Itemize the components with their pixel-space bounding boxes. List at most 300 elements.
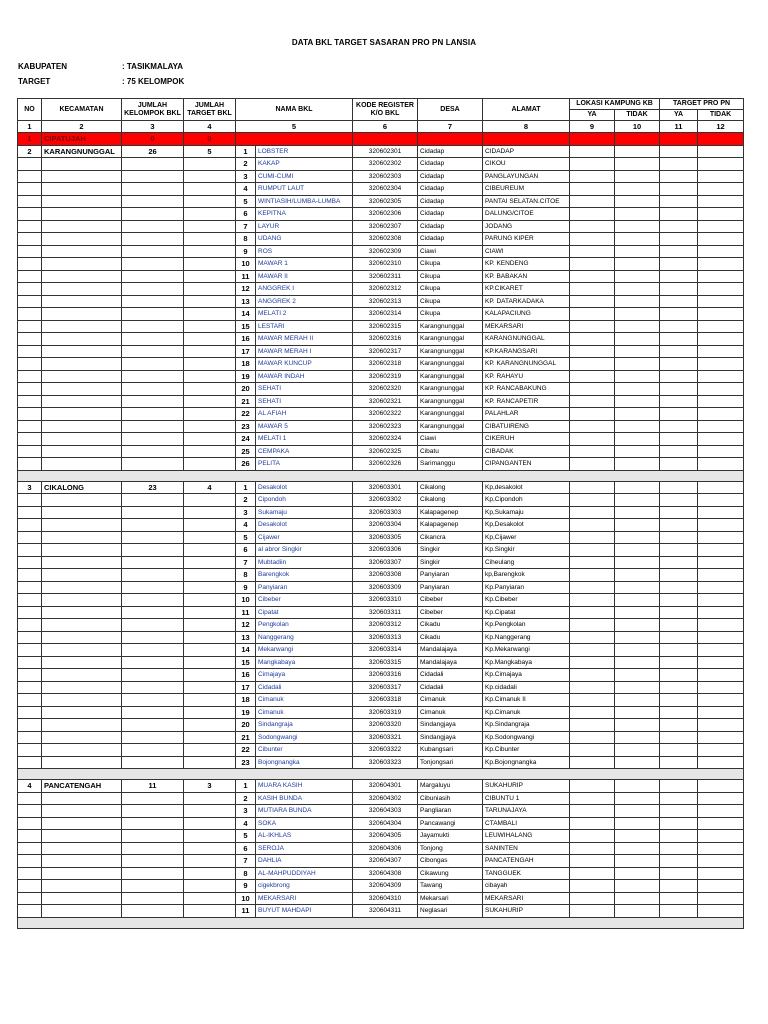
alamat: Kp,Sukamaju [483,506,570,519]
table-row [18,245,744,258]
jumlah-target: 0 [184,133,236,146]
bkl-index: 16 [236,333,256,346]
empty-cell [570,569,615,582]
alamat: PANCATENGAH [483,855,570,868]
empty-cell [698,631,744,644]
empty-cell [570,656,615,669]
desa: Karangnunggal [418,370,483,383]
bkl-index: 3 [236,805,256,818]
alamat: Kp.Cipatat [483,606,570,619]
empty-cell [660,295,698,308]
desa: Panyiaran [418,569,483,582]
bkl-index: 2 [236,494,256,507]
empty-cell [42,681,122,694]
alamat: CIKERUH [483,433,570,446]
kode-register: 320603303 [353,506,418,519]
empty-cell [18,719,42,732]
empty-cell [184,706,236,719]
empty-cell [570,245,615,258]
alamat: Kp.Singkir [483,544,570,557]
empty-cell [42,905,122,918]
empty-cell [42,756,122,769]
empty-cell [18,631,42,644]
empty-cell [184,792,236,805]
empty-cell [660,245,698,258]
table-row [18,308,744,321]
alamat: TARUNAJAYA [483,805,570,818]
empty-cell [18,470,744,481]
empty-cell [570,220,615,233]
bkl-index: 5 [236,531,256,544]
empty-cell [42,433,122,446]
desa: Cikupa [418,308,483,321]
empty-cell [570,581,615,594]
empty-cell [660,706,698,719]
empty-cell [184,892,236,905]
desa: Margaluyu [418,780,483,793]
alamat: Kp,desakolot [483,481,570,494]
bkl-name: Sodongwangi [256,731,353,744]
empty-cell [18,544,42,557]
bkl-name: MUARA KASIH [256,780,353,793]
kecamatan-name: CIKALONG [42,481,122,494]
empty-cell [18,170,42,183]
empty-cell [615,892,660,905]
table-row [18,556,744,569]
bkl-name: AL-MAHPUDDIYAH [256,867,353,880]
table-row [18,644,744,657]
bkl-index: 10 [236,258,256,271]
empty-cell [615,195,660,208]
empty-cell [570,145,615,158]
empty-cell [698,395,744,408]
empty-cell [122,681,184,694]
table-row [18,358,744,371]
empty-cell [698,145,744,158]
empty-cell [122,569,184,582]
bkl-index: 20 [236,383,256,396]
empty-cell [615,594,660,607]
kecamatan-no: 2 [18,145,42,158]
header-target-pro: TARGET PRO PN [660,99,744,110]
empty-cell [698,892,744,905]
empty-cell [122,320,184,333]
bkl-name: MELATI 2 [256,308,353,321]
empty-cell [184,681,236,694]
empty-cell [570,283,615,296]
empty-cell [570,133,615,146]
empty-cell [615,556,660,569]
bkl-name: ANGGREK I [256,283,353,296]
empty-cell [42,544,122,557]
empty-cell [18,830,42,843]
empty-cell [615,170,660,183]
header-target-ya: YA [660,110,698,121]
empty-cell [615,458,660,471]
table-row [18,719,744,732]
empty-cell [660,780,698,793]
empty-cell [698,694,744,707]
kabupaten-label: KABUPATEN [18,62,68,71]
kode-register: 320603310 [353,594,418,607]
empty-cell [660,170,698,183]
empty-cell [42,494,122,507]
empty-cell [18,855,42,868]
empty-cell [42,245,122,258]
bkl-name: CEMPAKA [256,445,353,458]
empty-cell [418,133,483,146]
empty-cell [42,855,122,868]
empty-cell [615,694,660,707]
bkl-name: Cipatat [256,606,353,619]
table-row [18,830,744,843]
header-nama-bkl: NAMA BKL [236,99,353,121]
table-row [18,744,744,757]
empty-cell [18,183,42,196]
empty-cell [660,817,698,830]
table-row [18,458,744,471]
empty-cell [660,606,698,619]
empty-cell [660,556,698,569]
bkl-name: SEHATI [256,383,353,396]
empty-cell [615,320,660,333]
header-kecamatan: KECAMATAN [42,99,122,121]
bkl-index: 11 [236,270,256,283]
empty-cell [42,594,122,607]
alamat: KP. RAHAYU [483,370,570,383]
empty-cell [122,792,184,805]
empty-cell [698,719,744,732]
kode-register: 320602312 [353,283,418,296]
empty-cell [660,631,698,644]
table-row [18,594,744,607]
table-row [18,905,744,918]
empty-cell [698,295,744,308]
empty-cell [660,792,698,805]
bkl-index: 21 [236,395,256,408]
empty-cell [570,458,615,471]
empty-cell [615,519,660,532]
meta-kabupaten [18,62,183,71]
empty-cell [660,258,698,271]
empty-cell [184,170,236,183]
empty-cell [122,867,184,880]
empty-cell [698,644,744,657]
col-number: 3 [122,121,184,133]
bkl-index: 10 [236,892,256,905]
jumlah-target: 4 [184,481,236,494]
empty-cell [122,408,184,421]
empty-cell [660,905,698,918]
empty-cell [184,433,236,446]
empty-cell [184,669,236,682]
alamat: CIBUNTU 1 [483,792,570,805]
desa: Cidadali [418,669,483,682]
empty-cell [18,283,42,296]
bkl-name: MAWAR MERAH II [256,333,353,346]
alamat: JODANG [483,220,570,233]
empty-cell [570,830,615,843]
empty-cell [18,581,42,594]
alamat: CIKOU [483,158,570,171]
alamat: SUKAHURIP [483,780,570,793]
empty-cell [660,830,698,843]
empty-cell [698,158,744,171]
empty-cell [570,669,615,682]
empty-cell [615,308,660,321]
jumlah-target: 5 [184,145,236,158]
kode-register: 320604310 [353,892,418,905]
bkl-index: 22 [236,744,256,757]
table-row [18,792,744,805]
bkl-name: MELATI 1 [256,433,353,446]
bkl-index: 13 [236,295,256,308]
empty-cell [570,842,615,855]
empty-cell [660,731,698,744]
table-row [18,145,744,158]
alamat: MEKARSARI [483,892,570,905]
kecamatan-no: 3 [18,481,42,494]
empty-cell [698,830,744,843]
jumlah-kelompok: 0 [122,133,184,146]
empty-cell [122,283,184,296]
empty-cell [184,619,236,632]
empty-cell [42,383,122,396]
empty-cell [615,395,660,408]
alamat: cibayah [483,880,570,893]
desa: Cikalong [418,481,483,494]
table-row [18,817,744,830]
empty-cell [184,445,236,458]
bkl-index: 1 [236,145,256,158]
alamat: Kp.Pengkolan [483,619,570,632]
bkl-name: PELITA [256,458,353,471]
empty-cell [18,569,42,582]
kode-register: 320603301 [353,481,418,494]
empty-cell [660,644,698,657]
desa: Jayamukti [418,830,483,843]
empty-cell [615,208,660,221]
desa: Sindangjaya [418,731,483,744]
kode-register: 320603311 [353,606,418,619]
empty-cell [18,395,42,408]
empty-cell [122,531,184,544]
empty-cell [698,333,744,346]
empty-cell [698,195,744,208]
alamat: KP. RANCAPETIR [483,395,570,408]
kode-register: 320602322 [353,408,418,421]
bkl-name: Bojongnangka [256,756,353,769]
empty-cell [184,345,236,358]
empty-cell [42,420,122,433]
empty-cell [122,594,184,607]
empty-cell [570,780,615,793]
bkl-name: LAYUR [256,220,353,233]
empty-cell [122,744,184,757]
empty-cell [615,830,660,843]
bkl-name: MEKARSARI [256,892,353,905]
empty-cell [698,270,744,283]
desa: Karangnunggal [418,408,483,421]
empty-cell [18,744,42,757]
empty-cell [615,283,660,296]
empty-cell [18,494,42,507]
bkl-index: 17 [236,345,256,358]
empty-cell [698,855,744,868]
empty-cell [698,233,744,246]
bkl-index: 4 [236,519,256,532]
kode-register: 320603318 [353,694,418,707]
empty-cell [615,158,660,171]
empty-cell [615,731,660,744]
empty-cell [42,408,122,421]
empty-cell [698,756,744,769]
column-number-row [18,121,744,133]
empty-cell [122,395,184,408]
desa: Cimanuk [418,694,483,707]
kode-register: 320602302 [353,158,418,171]
empty-cell [615,133,660,146]
alamat: Kp.Sindangraja [483,719,570,732]
desa: Cibongas [418,855,483,868]
empty-cell [660,270,698,283]
empty-cell [698,208,744,221]
bkl-index: 16 [236,669,256,682]
kode-register: 320602316 [353,333,418,346]
alamat: KALAPACIUNG [483,308,570,321]
bkl-name: Mubtadiin [256,556,353,569]
alamat: Kp.Cimajaya [483,669,570,682]
empty-cell [122,295,184,308]
empty-cell [660,445,698,458]
empty-cell [615,544,660,557]
desa: Cikadu [418,631,483,644]
empty-cell [660,333,698,346]
bkl-index: 6 [236,544,256,557]
header-lokasi-tidak: TIDAK [615,110,660,121]
empty-cell [18,842,42,855]
table-row [18,706,744,719]
empty-cell [42,719,122,732]
alamat: CIPANGANTEN [483,458,570,471]
empty-cell [236,133,353,146]
empty-cell [660,183,698,196]
empty-cell [18,656,42,669]
empty-cell [18,519,42,532]
empty-cell [570,681,615,694]
empty-cell [615,445,660,458]
empty-cell [615,506,660,519]
kode-register: 320602319 [353,370,418,383]
empty-cell [660,892,698,905]
empty-cell [615,719,660,732]
empty-cell [18,220,42,233]
empty-cell [122,245,184,258]
empty-cell [122,731,184,744]
empty-cell [615,706,660,719]
desa: Cikupa [418,283,483,296]
kode-register: 320603321 [353,731,418,744]
kode-register: 320602321 [353,395,418,408]
bkl-name: KAKAP [256,158,353,171]
empty-cell [122,892,184,905]
table-row [18,283,744,296]
bkl-index: 7 [236,855,256,868]
table-row [18,158,744,171]
empty-cell [660,283,698,296]
table-row [18,295,744,308]
bkl-name: Nanggerang [256,631,353,644]
empty-cell [698,183,744,196]
table-row [18,619,744,632]
bkl-index: 9 [236,581,256,594]
col-number: 7 [418,121,483,133]
desa: Sindangjaya [418,719,483,732]
kode-register: 320604306 [353,842,418,855]
empty-cell [570,481,615,494]
bkl-index: 2 [236,792,256,805]
bkl-name: MAWAR KUNCUP [256,358,353,371]
alamat: PANTAI SELATAN.CITOE [483,195,570,208]
empty-cell [660,519,698,532]
empty-cell [122,830,184,843]
bkl-name: cigekbrong [256,880,353,893]
empty-cell [184,270,236,283]
empty-cell [698,817,744,830]
empty-cell [615,842,660,855]
empty-cell [660,756,698,769]
empty-cell [698,420,744,433]
empty-cell [122,308,184,321]
empty-cell [570,719,615,732]
empty-cell [660,656,698,669]
alamat: KP. DATARKADAKA [483,295,570,308]
empty-cell [122,581,184,594]
desa: Cikupa [418,270,483,283]
empty-cell [615,183,660,196]
empty-cell [660,220,698,233]
kode-register: 320602307 [353,220,418,233]
empty-cell [184,631,236,644]
empty-cell [184,494,236,507]
bkl-index: 8 [236,569,256,582]
empty-cell [698,619,744,632]
bkl-index: 3 [236,506,256,519]
empty-cell [698,258,744,271]
kode-register: 320602317 [353,345,418,358]
empty-cell [122,158,184,171]
bkl-name: DAHLIA [256,855,353,868]
empty-cell [18,867,42,880]
bkl-name: Cipondoh [256,494,353,507]
empty-cell [660,370,698,383]
desa: Cikalong [418,494,483,507]
empty-cell [122,719,184,732]
empty-cell [184,531,236,544]
empty-cell [122,619,184,632]
empty-cell [698,706,744,719]
table-row [18,494,744,507]
kecamatan-name: KARANGNUNGGAL [42,145,122,158]
empty-cell [570,905,615,918]
empty-cell [42,694,122,707]
empty-cell [42,170,122,183]
bkl-name: Mekarwangi [256,644,353,657]
empty-cell [698,320,744,333]
bkl-name: RUMPUT LAUT [256,183,353,196]
empty-cell [18,320,42,333]
empty-cell [122,519,184,532]
